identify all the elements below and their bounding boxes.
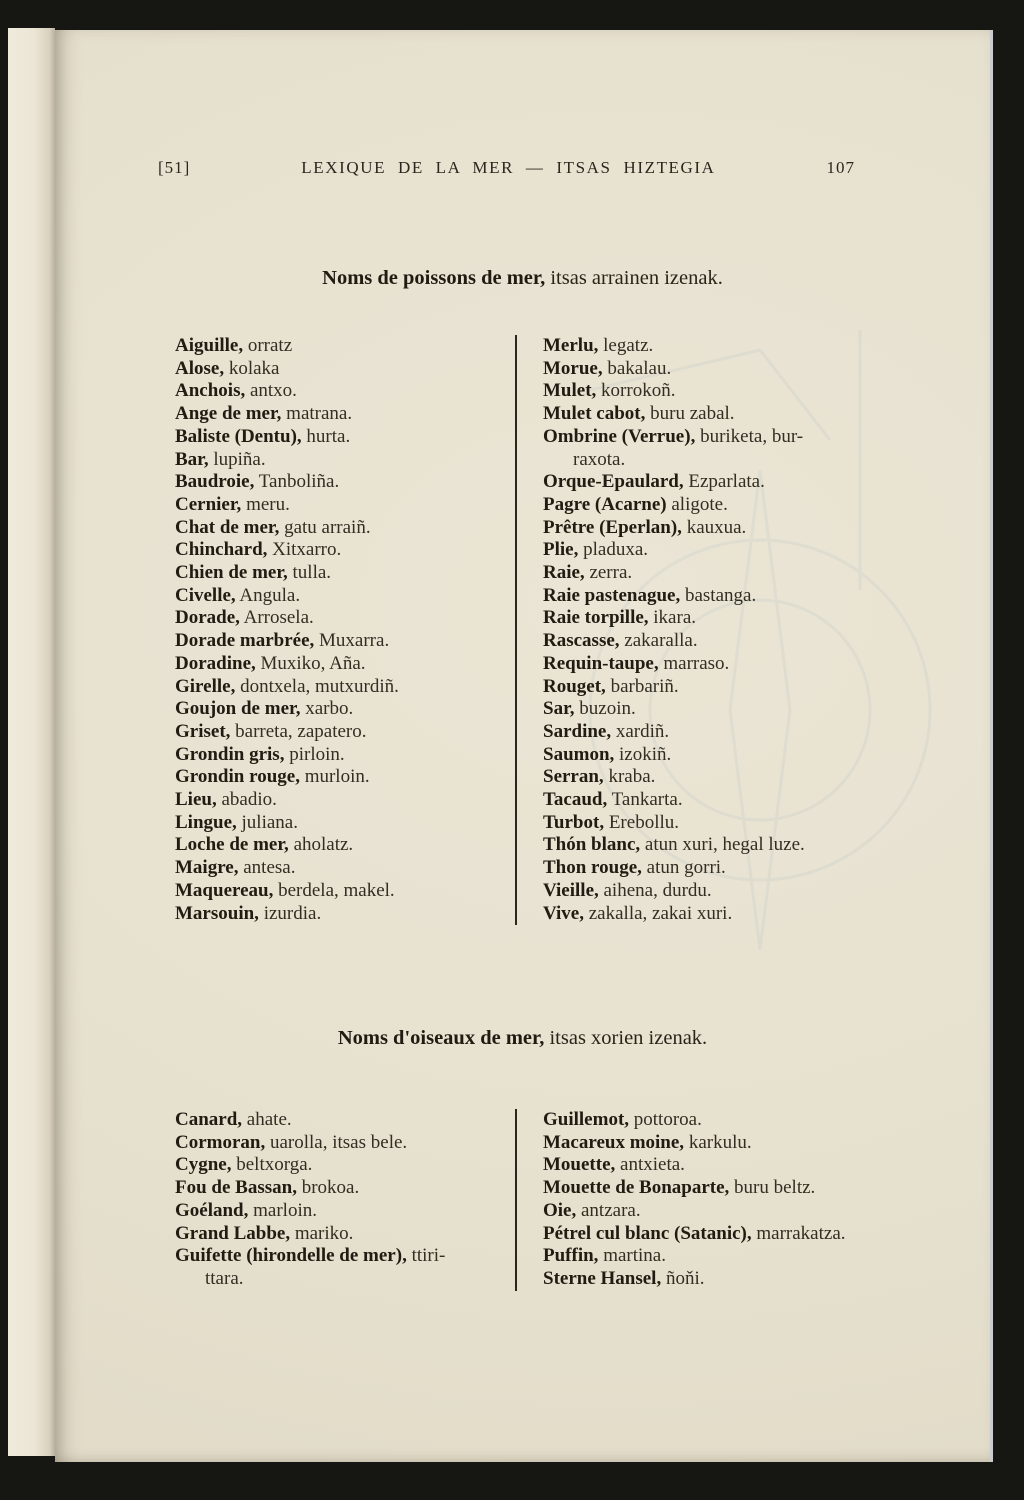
entry-term-french: Goujon de mer, [175,698,301,720]
entry-definition-basque: pirloin. [284,743,345,765]
lexicon-entry [175,517,515,540]
entry-definition-basque: tulla. [287,562,332,584]
entry-definition-basque: Muxiko, Aña. [255,652,366,674]
entry-definition-basque: antxo. [245,380,297,402]
entry-definition-basque: Erebollu. [604,811,680,833]
lexicon-entry [543,585,928,608]
lexicon-entry [543,1154,928,1177]
birds-column-right [515,1109,928,1291]
entry-definition-basque: kauxua. [681,516,747,538]
entry-term-french: Cormoran, [175,1131,266,1153]
entry-definition-basque: buru beltz. [729,1177,816,1199]
lexicon-entry [175,744,515,767]
lexicon-entry [543,471,928,494]
lexicon-entry [175,630,515,653]
entry-definition-basque: matrana. [281,403,353,425]
lexicon-entry [175,834,515,857]
entry-term-french: Marsouin, [175,902,259,924]
lexicon-entry [175,1177,515,1200]
entry-term-french: Mouette, [543,1154,616,1176]
entry-definition-basque: mariko. [290,1222,354,1244]
entry-definition-basque: zerra. [584,562,633,584]
lexicon-entry [543,834,928,857]
lexicon-entry [175,403,515,426]
entry-term-french: Thon rouge, [543,857,642,879]
entry-term-french: Cygne, [175,1154,232,1176]
entry-definition-basque: zakalla, zakai xuri. [583,902,733,924]
entry-definition-basque: marraso. [658,652,730,674]
lexicon-entry [175,880,515,903]
lexicon-entry [543,426,928,471]
running-head [158,158,855,178]
lexicon-entry [543,358,928,381]
lexicon-entry [175,857,515,880]
fish-column-right [515,335,928,925]
lexicon-entry [175,335,515,358]
entry-definition-basque: meru. [241,493,290,515]
lexicon-entry [543,1200,928,1223]
entry-term-french: Baliste (Dentu), [175,425,302,447]
entry-definition-basque: antxieta. [615,1154,685,1176]
entry-definition-basque: barbariñ. [605,675,679,697]
entry-definition-basque: pottoroa. [629,1109,702,1130]
entry-definition-basque: dontxela, mutxurdiñ. [235,675,399,697]
lexicon-entry [543,653,928,676]
entry-definition-basque: xardiñ. [611,720,670,742]
entry-term-french: Sterne Hansel, [543,1267,662,1289]
entry-term-french: Griset, [175,720,231,742]
entry-term-french: Mulet, [543,380,597,402]
entry-definition-basque: Muxarra. [314,630,390,652]
entry-definition-basque: kraba. [603,766,656,788]
entry-term-french: Maquereau, [175,879,274,901]
entry-term-french: Requin-taupe, [543,652,659,674]
entry-definition-basque: Xitxarro. [267,539,342,561]
entry-term-french: Plie, [543,539,579,561]
entry-definition-basque: bastanga. [680,584,757,606]
entry-definition-basque: Tankarta. [607,789,683,811]
entry-definition-basque: orratz [243,335,293,356]
entry-term-french: Bar, [175,448,209,470]
fish-column-left [175,335,515,925]
lexicon-entry [543,857,928,880]
lexicon-entry [543,1268,928,1291]
entry-term-french: Civelle, [175,584,236,606]
entry-term-french: Canard, [175,1109,243,1130]
birds-section-title-basque: itsas xorien izenak. [544,1027,708,1049]
entry-definition-basque: atun xuri, hegal luze. [640,834,805,856]
entry-term-french: Mouette de Bonaparte, [543,1177,730,1199]
entry-term-french: Prêtre (Eperlan), [543,516,682,538]
entry-term-french: Orque-Epaulard, [543,471,684,493]
birds-section-title-french: Noms d'oiseaux de mer, [337,1027,545,1049]
entry-definition-basque: korrokoñ. [596,380,676,402]
entry-definition-basque: Arrosela. [239,607,314,629]
entry-definition-basque: barreta, zapatero. [230,720,367,742]
entry-term-french: Morue, [543,357,603,379]
birds-lexicon-columns [175,1109,928,1291]
entry-term-french: Macareux moine, [543,1131,685,1153]
entry-definition-basque: lupiña. [208,448,266,470]
entry-term-french: Lingue, [175,811,237,833]
lexicon-entry [175,1245,515,1290]
lexicon-entry [175,585,515,608]
lexicon-entry [175,766,515,789]
entry-definition-basque: marloin. [248,1199,317,1221]
lexicon-entry [175,1200,515,1223]
entry-definition-basque: pladuxa. [578,539,649,561]
entry-definition-basque: izurdia. [258,902,322,924]
entry-definition-basque: karkulu. [684,1131,752,1153]
entry-continuation-line: ttara. [205,1267,244,1289]
lexicon-entry [543,1109,928,1132]
entry-definition-basque: Angula. [235,584,301,606]
birds-section-title [55,1027,990,1050]
entry-definition-basque: buriketa, bur- [695,425,804,447]
entry-definition-basque: uarolla, itsas bele. [265,1131,408,1153]
lexicon-entry [175,380,515,403]
entry-definition-basque: brokoa. [296,1177,360,1199]
entry-term-french: Vive, [543,902,584,924]
entry-term-french: Baudroie, [175,471,255,493]
lexicon-entry [175,698,515,721]
entry-term-french: Dorade, [175,607,240,629]
entry-term-french: Turbot, [543,811,605,833]
lexicon-entry [175,721,515,744]
lexicon-entry [543,676,928,699]
lexicon-entry [543,789,928,812]
fish-lexicon-columns [175,335,928,925]
lexicon-entry [543,1223,928,1246]
page-number: 107 [826,158,855,177]
entry-definition-basque: antesa. [238,857,296,879]
running-title: LEXIQUE DE LA MER — ITSAS HIZTEGIA [301,158,716,177]
entry-term-french: Sardine, [543,720,612,742]
lexicon-entry [175,789,515,812]
entry-definition-basque: gatu arraiñ. [279,516,371,538]
entry-term-french: Raie, [543,562,585,584]
lexicon-entry [175,426,515,449]
entry-term-french: Doradine, [175,652,256,674]
lexicon-entry [543,721,928,744]
entry-term-french: Girelle, [175,675,236,697]
entry-definition-basque: aholatz. [288,834,354,856]
entry-definition-basque: ahate. [242,1109,292,1130]
entry-definition-basque: ñoňi. [661,1267,705,1289]
entry-definition-basque: abadio. [216,789,277,811]
lexicon-entry [543,698,928,721]
entry-definition-basque: zakaralla. [619,630,698,652]
lexicon-entry [175,812,515,835]
entry-definition-basque: bakalau. [602,357,672,379]
entry-term-french: Alose, [175,357,225,379]
lexicon-entry [543,539,928,562]
entry-definition-basque: hurta. [301,425,351,447]
lexicon-entry [543,607,928,630]
entry-definition-basque: Ezparlata. [683,471,765,493]
entry-definition-basque: legatz. [598,335,654,356]
entry-term-french: Oie, [543,1199,577,1221]
lexicon-entry [543,812,928,835]
entry-continuation-line: raxota. [573,448,626,470]
lexicon-entry [175,562,515,585]
entry-term-french: Ange de mer, [175,403,282,425]
entry-definition-basque: Tanboliña. [254,471,340,493]
lexicon-entry [175,539,515,562]
entry-term-french: Serran, [543,766,604,788]
entry-definition-basque: berdela, makel. [273,879,395,901]
entry-term-french: Fou de Bassan, [175,1177,297,1199]
lexicon-entry [543,562,928,585]
lexicon-entry [543,1245,928,1268]
lexicon-entry [175,676,515,699]
lexicon-entry [543,517,928,540]
lexicon-entry [543,380,928,403]
entry-term-french: Loche de mer, [175,834,289,856]
entry-term-french: Thón blanc, [543,834,641,856]
entry-term-french: Grand Labbe, [175,1222,291,1244]
lexicon-entry [543,766,928,789]
entry-term-french: Tacaud, [543,789,608,811]
entry-definition-basque: aligote. [666,493,728,515]
lexicon-entry [175,494,515,517]
lexicon-entry [175,358,515,381]
entry-term-french: Rascasse, [543,630,620,652]
lexicon-entry [543,903,928,926]
entry-term-french: Merlu, [543,335,599,356]
entry-term-french: Raie pastenague, [543,584,681,606]
entry-term-french: Cernier, [175,493,242,515]
entry-term-french: Saumon, [543,743,615,765]
lexicon-entry [543,494,928,517]
entry-term-french: Aiguille, [175,335,244,356]
birds-column-left [175,1109,515,1291]
entry-definition-basque: kolaka [224,357,280,379]
entry-term-french: Vieille, [543,879,599,901]
lexicon-entry [543,630,928,653]
entry-definition-basque: ikara. [648,607,697,629]
entry-term-french: Grondin rouge, [175,766,300,788]
lexicon-entry [175,1132,515,1155]
entry-definition-basque: antzara. [576,1199,641,1221]
lexicon-entry [175,449,515,472]
entry-definition-basque: beltxorga. [231,1154,313,1176]
entry-term-french: Sar, [543,698,575,720]
fish-section-title-french: Noms de poissons de mer, [322,267,546,289]
book-page [55,30,993,1462]
fish-section-title-basque: itsas arrainen izenak. [545,267,723,289]
fish-section-title [55,267,990,290]
entry-definition-basque: buru zabal. [645,403,735,425]
lexicon-entry [175,607,515,630]
lexicon-entry [175,1109,515,1132]
entry-definition-basque: izokiñ. [614,743,672,765]
lexicon-entry [175,903,515,926]
entry-term-french: Goéland, [175,1199,249,1221]
entry-term-french: Chinchard, [175,539,268,561]
lexicon-entry [543,335,928,358]
lexicon-entry [175,653,515,676]
lexicon-entry [175,1223,515,1246]
entry-definition-basque: xarbo. [300,698,354,720]
lexicon-entry [543,403,928,426]
entry-term-french: Dorade marbrée, [175,630,315,652]
entry-definition-basque: juliana. [236,811,298,833]
entry-term-french: Puffin, [543,1245,599,1267]
lexicon-entry [543,1177,928,1200]
entry-term-french: Mulet cabot, [543,403,646,425]
entry-term-french: Maigre, [175,857,239,879]
lexicon-entry [175,471,515,494]
entry-term-french: Ombrine (Verrue), [543,425,696,447]
entry-definition-basque: atun gorri. [641,857,726,879]
entry-term-french: Chat de mer, [175,516,280,538]
entry-term-french: Pétrel cul blanc (Satanic), [543,1222,752,1244]
facing-page-edge [8,28,55,1456]
entry-term-french: Guifette (hirondelle de mer), [175,1245,407,1267]
entry-definition-basque: aihena, durdu. [598,879,712,901]
lexicon-entry [543,744,928,767]
entry-term-french: Chien de mer, [175,562,288,584]
lexicon-entry [175,1154,515,1177]
entry-term-french: Pagre (Acarne) [543,493,667,515]
entry-term-french: Guillemot, [543,1109,630,1130]
entry-term-french: Lieu, [175,789,217,811]
entry-term-french: Anchois, [175,380,246,402]
entry-definition-basque: buzoin. [574,698,636,720]
entry-definition-basque: murloin. [299,766,370,788]
entry-definition-basque: marrakatza. [751,1222,846,1244]
article-marker: [51] [158,158,191,177]
entry-definition-basque: ttiri- [406,1245,446,1267]
lexicon-entry [543,1132,928,1155]
lexicon-entry [543,880,928,903]
entry-term-french: Rouget, [543,675,606,697]
entry-term-french: Grondin gris, [175,743,285,765]
entry-definition-basque: martina. [598,1245,666,1267]
entry-term-french: Raie torpille, [543,607,649,629]
